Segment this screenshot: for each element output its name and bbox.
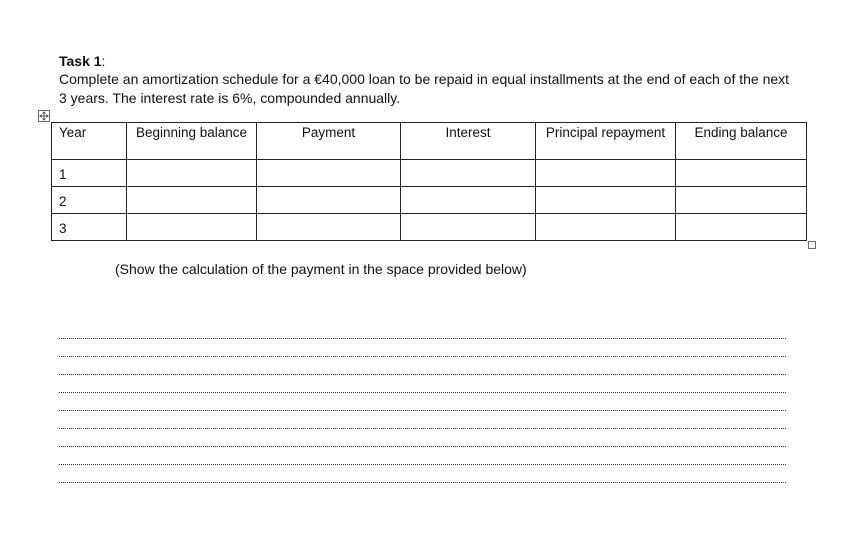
answer-line[interactable]	[59, 429, 786, 447]
answer-line[interactable]	[59, 447, 786, 465]
principal-repayment-cell[interactable]	[536, 160, 676, 187]
payment-cell[interactable]	[257, 160, 401, 187]
answer-line[interactable]	[59, 321, 786, 339]
task-heading	[59, 53, 105, 70]
year-cell: 2	[52, 187, 127, 214]
table-row	[52, 214, 807, 241]
table-resize-handle[interactable]	[808, 241, 816, 249]
table-header-row	[52, 123, 807, 160]
header-ending-balance: Ending balance	[676, 123, 807, 160]
task-description: Complete an amortization schedule for a €40,000 loan to be repaid in equal installments at the end of each of the next 3 years. The interest rate is 6%, compounded annually.	[59, 71, 790, 106]
answer-line[interactable]	[59, 339, 786, 357]
beginning-balance-cell[interactable]	[127, 187, 257, 214]
principal-repayment-cell[interactable]	[536, 187, 676, 214]
header-year: Year	[52, 123, 127, 160]
beginning-balance-cell[interactable]	[127, 160, 257, 187]
header-principal-repayment: Principal repayment	[536, 123, 676, 160]
answer-line[interactable]	[59, 465, 786, 483]
table-row	[52, 160, 807, 187]
table-move-handle-icon[interactable]	[38, 110, 50, 122]
answer-area[interactable]	[59, 321, 786, 483]
answer-line[interactable]	[59, 393, 786, 411]
interest-cell[interactable]	[401, 187, 536, 214]
interest-cell[interactable]	[401, 214, 536, 241]
year-cell: 3	[52, 214, 127, 241]
ending-balance-cell[interactable]	[676, 214, 807, 241]
principal-repayment-cell[interactable]	[536, 214, 676, 241]
ending-balance-cell[interactable]	[676, 187, 807, 214]
header-payment: Payment	[257, 123, 401, 160]
ending-balance-cell[interactable]	[676, 160, 807, 187]
answer-line[interactable]	[59, 411, 786, 429]
answer-line[interactable]	[59, 357, 786, 375]
instruction-note: (Show the calculation of the payment in the space provided below)	[115, 261, 527, 277]
payment-cell[interactable]	[257, 214, 401, 241]
interest-cell[interactable]	[401, 160, 536, 187]
header-beginning-balance: Beginning balance	[127, 123, 257, 160]
table-row	[52, 187, 807, 214]
task-title: Task 1	[59, 53, 102, 69]
task-title-colon: :	[101, 53, 106, 69]
answer-line[interactable]	[59, 375, 786, 393]
beginning-balance-cell[interactable]	[127, 214, 257, 241]
amortization-table	[51, 122, 807, 241]
header-interest: Interest	[401, 123, 536, 160]
payment-cell[interactable]	[257, 187, 401, 214]
year-cell: 1	[52, 160, 127, 187]
